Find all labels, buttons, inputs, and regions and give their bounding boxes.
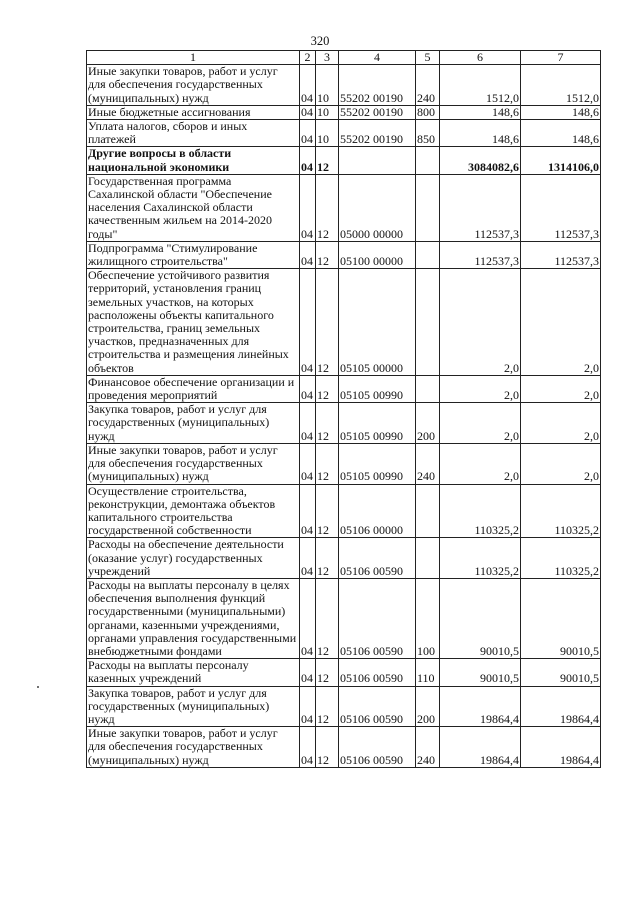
- amount-year2-cell: 90010,5: [521, 578, 601, 658]
- amount-year2-cell: 19864,4: [521, 686, 601, 727]
- target-article-cell: 05100 00000: [339, 241, 416, 268]
- table-row: [87, 538, 601, 579]
- section-code-cell: 04: [300, 174, 316, 241]
- table-row: [87, 174, 601, 241]
- amount-year1-cell: 1512,0: [440, 65, 521, 106]
- expense-type-cell: [416, 538, 440, 579]
- item-name-cell: Иные закупки товаров, работ и услуг для обеспечения государственных (муниципальных) нужд: [87, 65, 300, 106]
- target-article-cell: 05106 00590: [339, 538, 416, 579]
- amount-year1-cell: 2,0: [440, 443, 521, 484]
- section-code-cell: 04: [300, 538, 316, 579]
- table-row: [87, 147, 601, 174]
- expense-type-cell: [416, 269, 440, 376]
- header-col-5: 5: [416, 51, 440, 65]
- item-name-cell: Расходы на обеспечение деятельности (оказание услуг) государственных учреждений: [87, 538, 300, 579]
- amount-year2-cell: 2,0: [521, 375, 601, 402]
- amount-year1-cell: 2,0: [440, 403, 521, 444]
- section-code-cell: 04: [300, 578, 316, 658]
- item-name-cell: Иные бюджетные ассигнования: [87, 105, 300, 119]
- table-row: [87, 241, 601, 268]
- amount-year1-cell: 2,0: [440, 375, 521, 402]
- item-name-cell: Обеспечение устойчивого развития территорий, установления границ земельных участков, на которых расположены объекты капитального строительства, границ земельных участков, предназначенных для строительства и размещения линейных объектов: [87, 269, 300, 376]
- item-name-cell: Государственная программа Сахалинской области "Обеспечение населения Сахалинской области качественным жильем на 2014-2020 годы": [87, 174, 300, 241]
- target-article-cell: 05106 00590: [339, 686, 416, 727]
- target-article-cell: 05106 00590: [339, 727, 416, 768]
- expense-type-cell: [416, 375, 440, 402]
- item-name-cell: Иные закупки товаров, работ и услуг для обеспечения государственных (муниципальных) нужд: [87, 727, 300, 768]
- header-col-7: 7: [521, 51, 601, 65]
- section-code-cell: 04: [300, 686, 316, 727]
- expense-type-cell: 240: [416, 727, 440, 768]
- subsection-code-cell: 10: [316, 105, 339, 119]
- subsection-code-cell: 12: [316, 484, 339, 538]
- table-row: [87, 484, 601, 538]
- expense-type-cell: 240: [416, 443, 440, 484]
- item-name-cell: Уплата налогов, сборов и иных платежей: [87, 120, 300, 147]
- amount-year1-cell: 3084082,6: [440, 147, 521, 174]
- amount-year2-cell: 112537,3: [521, 241, 601, 268]
- amount-year2-cell: 1512,0: [521, 65, 601, 106]
- item-name-cell: Подпрограмма "Стимулирование жилищного строительства": [87, 241, 300, 268]
- amount-year1-cell: 112537,3: [440, 241, 521, 268]
- table-row: [87, 269, 601, 376]
- table-row: [87, 659, 601, 686]
- target-article-cell: 05106 00590: [339, 659, 416, 686]
- subsection-code-cell: 12: [316, 241, 339, 268]
- header-row: [87, 51, 601, 65]
- section-code-cell: 04: [300, 120, 316, 147]
- budget-table: [86, 50, 601, 768]
- subsection-code-cell: 12: [316, 174, 339, 241]
- item-name-cell: Расходы на выплаты персоналу казенных учреждений: [87, 659, 300, 686]
- amount-year1-cell: 2,0: [440, 269, 521, 376]
- target-article-cell: 55202 00190: [339, 120, 416, 147]
- amount-year2-cell: 1314106,0: [521, 147, 601, 174]
- subsection-code-cell: 12: [316, 269, 339, 376]
- amount-year2-cell: 148,6: [521, 120, 601, 147]
- table-row: [87, 105, 601, 119]
- item-name-cell: Другие вопросы в области национальной экономики: [87, 147, 300, 174]
- expense-type-cell: 240: [416, 65, 440, 106]
- subsection-code-cell: 12: [316, 659, 339, 686]
- expense-type-cell: 850: [416, 120, 440, 147]
- amount-year1-cell: 112537,3: [440, 174, 521, 241]
- section-code-cell: 04: [300, 269, 316, 376]
- subsection-code-cell: 12: [316, 727, 339, 768]
- header-col-4: 4: [339, 51, 416, 65]
- expense-type-cell: 110: [416, 659, 440, 686]
- amount-year1-cell: 148,6: [440, 105, 521, 119]
- subsection-code-cell: 12: [316, 538, 339, 579]
- scan-speck: [37, 686, 39, 688]
- table-row: [87, 403, 601, 444]
- header-col-1: 1: [87, 51, 300, 65]
- target-article-cell: 55202 00190: [339, 105, 416, 119]
- amount-year2-cell: 19864,4: [521, 727, 601, 768]
- target-article-cell: 05105 00990: [339, 403, 416, 444]
- table-row: [87, 578, 601, 658]
- subsection-code-cell: 10: [316, 65, 339, 106]
- amount-year1-cell: 90010,5: [440, 659, 521, 686]
- amount-year2-cell: 2,0: [521, 403, 601, 444]
- amount-year1-cell: 19864,4: [440, 727, 521, 768]
- table-row: [87, 120, 601, 147]
- amount-year1-cell: 19864,4: [440, 686, 521, 727]
- expense-type-cell: [416, 174, 440, 241]
- subsection-code-cell: 12: [316, 147, 339, 174]
- section-code-cell: 04: [300, 659, 316, 686]
- section-code-cell: 04: [300, 443, 316, 484]
- table-body: [87, 65, 601, 768]
- page-number: 320: [310, 34, 330, 48]
- table-row: [87, 65, 601, 106]
- amount-year2-cell: 110325,2: [521, 538, 601, 579]
- target-article-cell: [339, 147, 416, 174]
- section-code-cell: 04: [300, 484, 316, 538]
- subsection-code-cell: 10: [316, 120, 339, 147]
- header-col-2: 2: [300, 51, 316, 65]
- amount-year1-cell: 90010,5: [440, 578, 521, 658]
- subsection-code-cell: 12: [316, 375, 339, 402]
- subsection-code-cell: 12: [316, 403, 339, 444]
- amount-year1-cell: 110325,2: [440, 538, 521, 579]
- subsection-code-cell: 12: [316, 578, 339, 658]
- amount-year1-cell: 148,6: [440, 120, 521, 147]
- item-name-cell: Закупка товаров, работ и услуг для государственных (муниципальных) нужд: [87, 403, 300, 444]
- subsection-code-cell: 12: [316, 443, 339, 484]
- expense-type-cell: 200: [416, 686, 440, 727]
- subsection-code-cell: 12: [316, 686, 339, 727]
- expense-type-cell: 200: [416, 403, 440, 444]
- section-code-cell: 04: [300, 147, 316, 174]
- section-code-cell: 04: [300, 105, 316, 119]
- table-row: [87, 727, 601, 768]
- target-article-cell: 55202 00190: [339, 65, 416, 106]
- section-code-cell: 04: [300, 65, 316, 106]
- amount-year2-cell: 90010,5: [521, 659, 601, 686]
- section-code-cell: 04: [300, 727, 316, 768]
- item-name-cell: Расходы на выплаты персоналу в целях обеспечения выполнения функций государственными (муниципальными) органами, казенными учреждениями, органами управления государственными внебюджетными фондами: [87, 578, 300, 658]
- target-article-cell: 05106 00590: [339, 578, 416, 658]
- amount-year2-cell: 2,0: [521, 269, 601, 376]
- target-article-cell: 05105 00000: [339, 269, 416, 376]
- table-row: [87, 443, 601, 484]
- target-article-cell: 05105 00990: [339, 443, 416, 484]
- amount-year1-cell: 110325,2: [440, 484, 521, 538]
- table-row: [87, 686, 601, 727]
- item-name-cell: Закупка товаров, работ и услуг для государственных (муниципальных) нужд: [87, 686, 300, 727]
- header-col-3: 3: [316, 51, 339, 65]
- item-name-cell: Иные закупки товаров, работ и услуг для обеспечения государственных (муниципальных) нужд: [87, 443, 300, 484]
- expense-type-cell: 800: [416, 105, 440, 119]
- expense-type-cell: [416, 147, 440, 174]
- target-article-cell: 05106 00000: [339, 484, 416, 538]
- amount-year2-cell: 110325,2: [521, 484, 601, 538]
- section-code-cell: 04: [300, 375, 316, 402]
- expense-type-cell: [416, 484, 440, 538]
- target-article-cell: 05105 00990: [339, 375, 416, 402]
- expense-type-cell: [416, 241, 440, 268]
- amount-year2-cell: 2,0: [521, 443, 601, 484]
- header-col-6: 6: [440, 51, 521, 65]
- amount-year2-cell: 148,6: [521, 105, 601, 119]
- amount-year2-cell: 112537,3: [521, 174, 601, 241]
- item-name-cell: Финансовое обеспечение организации и проведения мероприятий: [87, 375, 300, 402]
- section-code-cell: 04: [300, 241, 316, 268]
- section-code-cell: 04: [300, 403, 316, 444]
- target-article-cell: 05000 00000: [339, 174, 416, 241]
- table-row: [87, 375, 601, 402]
- expense-type-cell: 100: [416, 578, 440, 658]
- item-name-cell: Осуществление строительства, реконструкции, демонтажа объектов капитального строительства государственной собственности: [87, 484, 300, 538]
